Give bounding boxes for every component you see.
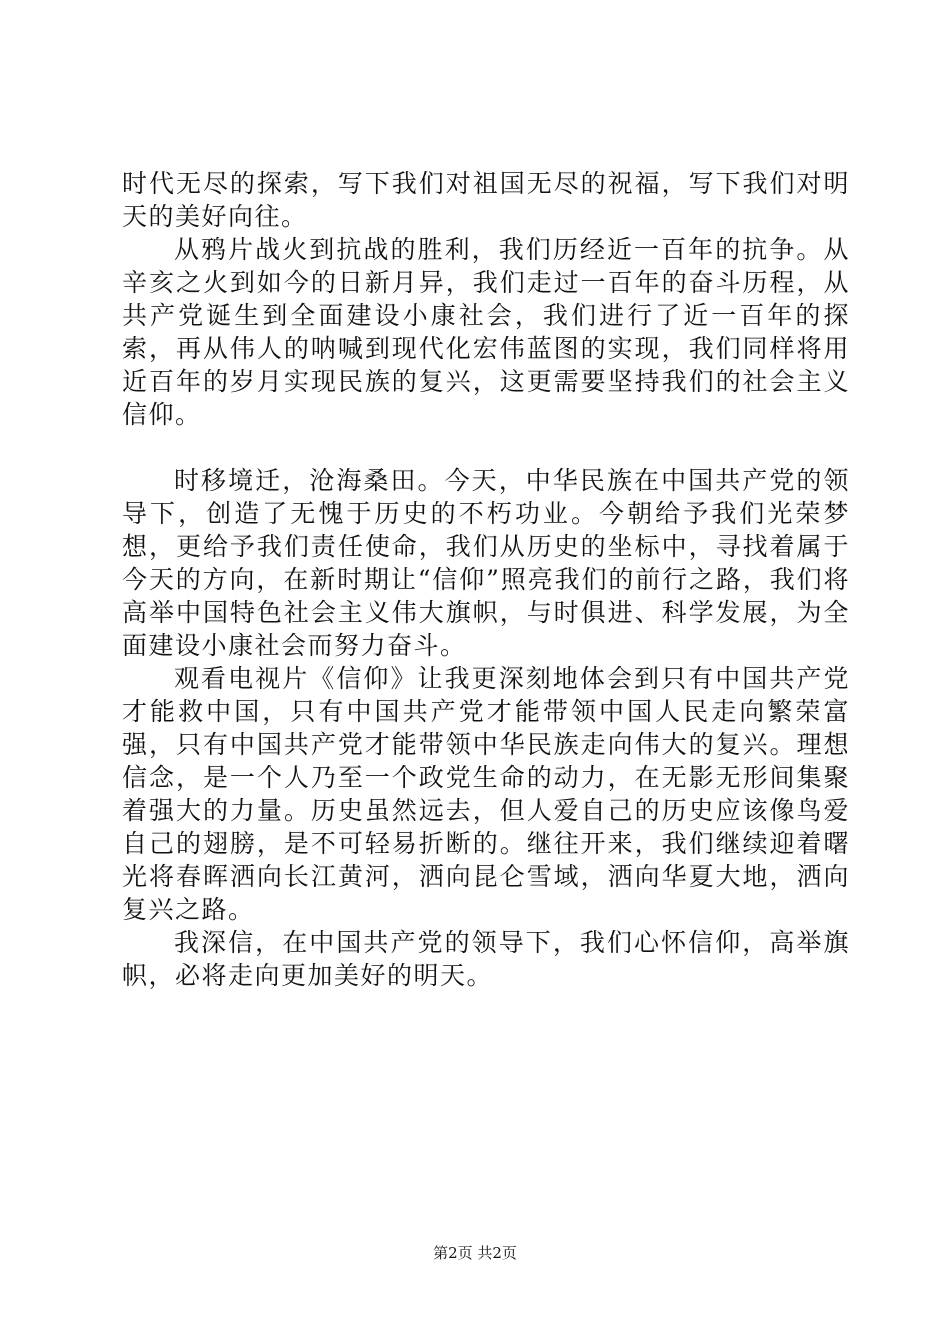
paragraph: 我深信，在中国共产党的领导下，我们心怀信仰，高举旗帜，必将走向更加美好的明天。	[122, 928, 850, 990]
paragraph: 从鸦片战火到抗战的胜利，我们历经近一百年的抗争。从辛亥之火到如今的日新月异，我们走过一百年的奋斗历程，从共产党诞生到全面建设小康社会，我们进行了近一百年的探索，再从伟人的呐喊到现代化宏伟蓝图的实现，我们同样将用近百年的岁月实现民族的复兴，这更需要坚持我们的社会主义信仰。	[122, 235, 850, 429]
document-body	[122, 167, 850, 992]
page-number: 第2页 共2页	[433, 1244, 517, 1262]
paragraph: 观看电视片《信仰》让我更深刻地体会到只有中国共产党才能救中国，只有中国共产党才能带领中国人民走向繁荣富强，只有中国共产党才能带领中华民族走向伟大的复兴。理想信念，是一个人乃至一个政党生命的动力，在无影无形间集聚着强大的力量。历史虽然远去，但人爱自己的历史应该像鸟爱自己的翅膀，是不可轻易折断的。继往开来，我们继续迎着曙光将春晖洒向长江黄河，洒向昆仑雪域，洒向华夏大地，洒向复兴之路。	[122, 664, 850, 924]
paragraph-continued: 时代无尽的探索，写下我们对祖国无尽的祝福，写下我们对明天的美好向往。	[122, 169, 850, 231]
paragraph: 时移境迁，沧海桑田。今天，中华民族在中国共产党的领导下，创造了无愧于历史的不朽功业。今朝给予我们光荣梦想，更给予我们责任使命，我们从历史的坐标中，寻找着属于今天的方向，在新时期让“信仰”照亮我们的前行之路，我们将高举中国特色社会主义伟大旗帜，与时俱进、科学发展，为全面建设小康社会而努力奋斗。	[122, 466, 850, 660]
page-footer	[0, 1243, 950, 1263]
